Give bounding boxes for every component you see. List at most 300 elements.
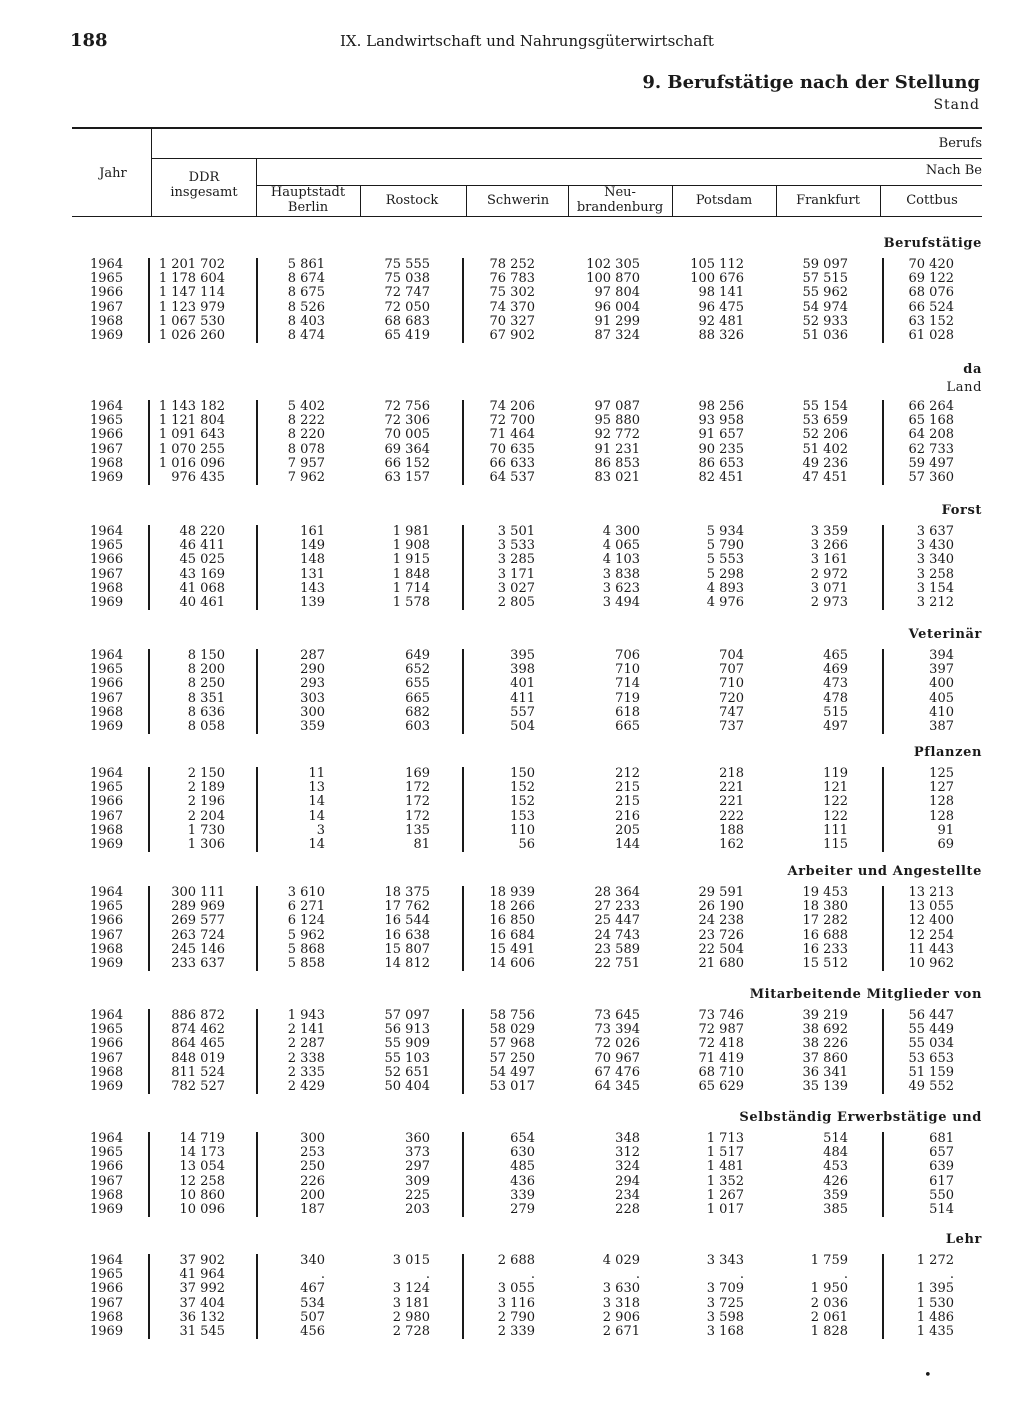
cell-district-6: 55 034 <box>908 1036 954 1052</box>
cell-district-2: 411 <box>510 690 535 706</box>
row-year: 1966 <box>90 676 124 692</box>
cell-district-2: 16 850 <box>489 913 535 929</box>
group-bar <box>882 886 884 971</box>
cell-ddr-total: 1 026 260 <box>158 328 225 343</box>
row-year: 1964 <box>90 257 124 272</box>
header-district-6 <box>880 193 984 208</box>
cell-district-6: 550 <box>929 1187 954 1203</box>
cell-district-2: 75 302 <box>489 285 535 301</box>
cell-district-3: 4 065 <box>602 538 640 554</box>
cell-ddr-total: 37 404 <box>179 1295 225 1311</box>
cell-district-4: 91 657 <box>698 427 744 443</box>
cell-district-4: 3 709 <box>706 1281 744 1297</box>
cell-district-5: 54 974 <box>802 299 848 315</box>
cell-district-3: 4 103 <box>602 552 640 568</box>
cell-district-6: 1 435 <box>916 1324 954 1339</box>
cell-district-6: 400 <box>929 676 954 692</box>
cell-district-3: 97 087 <box>594 399 640 414</box>
cell-district-4: 3 168 <box>706 1324 744 1339</box>
cell-district-2: 3 055 <box>497 1281 535 1297</box>
row-year: 1967 <box>90 566 124 582</box>
row-year: 1968 <box>90 580 124 596</box>
cell-district-1: 17 762 <box>384 899 430 915</box>
row-year: 1964 <box>90 1253 124 1268</box>
cell-district-1: 15 807 <box>384 941 430 957</box>
cell-district-4: 5 790 <box>706 538 744 554</box>
cell-district-5: 55 154 <box>802 399 848 414</box>
header-district-3 <box>568 185 672 215</box>
cell-district-1: 603 <box>405 719 430 734</box>
header-jahr: Jahr <box>99 166 127 181</box>
cell-district-3: 205 <box>615 822 640 838</box>
cell-district-0: 143 <box>300 580 325 596</box>
row-year: 1969 <box>90 1324 124 1339</box>
row-year: 1966 <box>90 1036 124 1052</box>
page-number: 188 <box>70 30 108 51</box>
cell-district-5: 385 <box>823 1202 848 1217</box>
cell-district-4: 98 256 <box>698 399 744 414</box>
section-label: Veterinär <box>908 627 982 642</box>
cell-district-5: 111 <box>823 822 848 838</box>
section-label: Lehr <box>945 1232 982 1247</box>
row-year: 1966 <box>90 552 124 568</box>
cell-district-3: 215 <box>615 780 640 796</box>
group-bar <box>256 1009 258 1094</box>
header-berufs-rule <box>152 158 982 159</box>
cell-district-4: 98 141 <box>698 285 744 301</box>
cell-district-5: 122 <box>823 808 848 824</box>
header-district-line2: brandenburg <box>576 200 664 215</box>
cell-district-6: 68 076 <box>908 285 954 301</box>
cell-district-6: 617 <box>929 1173 954 1189</box>
cell-district-4: 68 710 <box>698 1064 744 1080</box>
cell-district-4: . <box>739 1267 744 1283</box>
cell-district-2: 74 370 <box>489 299 535 315</box>
cell-ddr-total: 245 146 <box>171 941 225 957</box>
cell-district-2: 152 <box>510 794 535 810</box>
cell-district-3: 25 447 <box>594 913 640 929</box>
cell-district-1: 297 <box>405 1159 430 1175</box>
cell-ddr-total: 1 730 <box>187 822 225 838</box>
cell-district-3: 348 <box>615 1131 640 1146</box>
cell-district-3: . <box>635 1267 640 1283</box>
cell-district-4: 3 725 <box>706 1295 744 1311</box>
row-year: 1964 <box>90 885 124 900</box>
cell-district-2: 110 <box>510 822 535 838</box>
cell-district-4: 1 352 <box>706 1173 744 1189</box>
section-label: Arbeiter und Angestellte <box>787 864 982 879</box>
cell-district-2: 436 <box>510 1173 535 1189</box>
cell-district-3: 27 233 <box>594 899 640 915</box>
cell-district-6: 55 449 <box>908 1022 954 1038</box>
cell-district-5: 3 161 <box>810 552 848 568</box>
cell-district-2: 2 688 <box>497 1253 535 1268</box>
cell-district-6: 3 212 <box>916 595 954 610</box>
cell-district-0: 187 <box>300 1202 325 1217</box>
cell-district-1: 203 <box>405 1202 430 1217</box>
cell-district-5: 2 036 <box>810 1295 848 1311</box>
cell-district-4: 1 713 <box>706 1131 744 1146</box>
cell-district-6: 62 733 <box>908 441 954 457</box>
cell-district-5: 17 282 <box>802 913 848 929</box>
cell-ddr-total: 36 132 <box>179 1309 225 1325</box>
cell-district-1: 2 728 <box>392 1324 430 1339</box>
row-year: 1968 <box>90 941 124 957</box>
cell-district-0: 5 962 <box>287 927 325 943</box>
cell-district-1: 1 915 <box>392 552 430 568</box>
cell-district-0: 2 287 <box>287 1036 325 1052</box>
cell-district-0: 534 <box>300 1295 325 1311</box>
cell-ddr-total: 8 150 <box>187 648 225 663</box>
group-bar <box>256 400 258 485</box>
cell-district-5: 514 <box>823 1131 848 1146</box>
cell-district-2: 504 <box>510 719 535 734</box>
cell-district-2: 395 <box>510 648 535 663</box>
cell-district-6: 128 <box>929 794 954 810</box>
cell-district-4: 71 419 <box>698 1050 744 1066</box>
cell-district-0: 340 <box>300 1253 325 1268</box>
group-bar <box>256 886 258 971</box>
cell-district-4: 1 017 <box>706 1202 744 1217</box>
row-year: 1968 <box>90 1187 124 1203</box>
cell-district-2: 557 <box>510 704 535 720</box>
cell-district-4: 1 517 <box>706 1145 744 1161</box>
cell-district-0: 8 220 <box>287 427 325 443</box>
cell-district-5: 47 451 <box>802 470 848 485</box>
cell-district-0: 2 141 <box>287 1022 325 1038</box>
cell-district-0: 8 222 <box>287 413 325 429</box>
header-district-line2: Berlin <box>287 200 329 215</box>
cell-district-5: 53 659 <box>802 413 848 429</box>
cell-district-1: 360 <box>405 1131 430 1146</box>
cell-ddr-total: 13 054 <box>179 1159 225 1175</box>
cell-district-1: 1 908 <box>392 538 430 554</box>
group-bar <box>148 767 150 852</box>
cell-district-6: 681 <box>929 1131 954 1146</box>
cell-district-3: 24 743 <box>594 927 640 943</box>
cell-district-4: 72 418 <box>698 1036 744 1052</box>
cell-district-3: 70 967 <box>594 1050 640 1066</box>
row-year: 1964 <box>90 648 124 663</box>
row-year: 1969 <box>90 595 124 610</box>
cell-district-5: 39 219 <box>802 1008 848 1023</box>
cell-district-4: 86 653 <box>698 455 744 471</box>
cell-ddr-total: 976 435 <box>171 470 225 485</box>
cell-district-2: 18 266 <box>489 899 535 915</box>
cell-district-6: 12 254 <box>908 927 954 943</box>
header-district-line1: Schwerin <box>486 193 550 208</box>
cell-district-2: 3 027 <box>497 580 535 596</box>
cell-district-2: 54 497 <box>489 1064 535 1080</box>
cell-district-2: 150 <box>510 766 535 781</box>
cell-district-6: 514 <box>929 1202 954 1217</box>
group-bar <box>462 258 464 343</box>
cell-district-5: 473 <box>823 676 848 692</box>
cell-district-3: 2 906 <box>602 1309 640 1325</box>
cell-district-4: 221 <box>719 780 744 796</box>
cell-district-0: 14 <box>308 837 325 852</box>
cell-district-1: 1 578 <box>392 595 430 610</box>
cell-district-6: 3 430 <box>916 538 954 554</box>
cell-district-4: 5 298 <box>706 566 744 582</box>
group-bar <box>462 1132 464 1217</box>
cell-district-6: 65 168 <box>908 413 954 429</box>
cell-district-1: 665 <box>405 690 430 706</box>
row-year: 1969 <box>90 719 124 734</box>
cell-district-1: 1 848 <box>392 566 430 582</box>
cell-district-3: 714 <box>615 676 640 692</box>
header-district-line1: Rostock <box>385 193 439 208</box>
section-label: Mitarbeitende Mitglieder von <box>749 987 982 1002</box>
cell-district-6: . <box>949 1267 954 1283</box>
cell-district-5: 16 688 <box>802 927 848 943</box>
cell-ddr-total: 37 902 <box>179 1253 225 1268</box>
group-bar <box>462 767 464 852</box>
row-year: 1966 <box>90 1281 124 1297</box>
row-year: 1968 <box>90 822 124 838</box>
cell-district-4: 707 <box>719 662 744 678</box>
cell-district-1: 682 <box>405 704 430 720</box>
cell-district-0: 148 <box>300 552 325 568</box>
cell-district-0: 5 858 <box>287 956 325 971</box>
cell-ddr-total: 14 173 <box>179 1145 225 1161</box>
cell-ddr-total: 1 070 255 <box>158 441 225 457</box>
cell-district-0: 456 <box>300 1324 325 1339</box>
row-year: 1966 <box>90 794 124 810</box>
cell-district-4: 88 326 <box>698 328 744 343</box>
cell-district-1: 135 <box>405 822 430 838</box>
cell-district-3: 719 <box>615 690 640 706</box>
cell-district-6: 49 552 <box>908 1079 954 1094</box>
cell-district-3: 3 623 <box>602 580 640 596</box>
cell-district-1: 649 <box>405 648 430 663</box>
cell-ddr-total: 864 465 <box>171 1036 225 1052</box>
cell-district-0: . <box>320 1267 325 1283</box>
cell-district-6: 59 497 <box>908 455 954 471</box>
cell-district-6: 69 <box>937 837 954 852</box>
cell-district-0: 7 957 <box>287 455 325 471</box>
cell-district-0: 8 078 <box>287 441 325 457</box>
cell-ddr-total: 1 147 114 <box>158 285 225 301</box>
cell-district-3: 67 476 <box>594 1064 640 1080</box>
cell-district-5: 57 515 <box>802 271 848 287</box>
cell-ddr-total: 43 169 <box>179 566 225 582</box>
cell-district-5: 515 <box>823 704 848 720</box>
cell-district-1: 169 <box>405 766 430 781</box>
cell-district-5: 3 266 <box>810 538 848 554</box>
cell-district-2: 152 <box>510 780 535 796</box>
cell-ddr-total: 2 196 <box>187 794 225 810</box>
header-berufs: Berufs <box>938 136 982 151</box>
cell-district-0: 8 675 <box>287 285 325 301</box>
cell-district-4: 218 <box>719 766 744 781</box>
cell-district-6: 405 <box>929 690 954 706</box>
cell-district-2: 74 206 <box>489 399 535 414</box>
cell-district-5: 38 226 <box>802 1036 848 1052</box>
cell-ddr-total: 1 143 182 <box>158 399 225 414</box>
row-year: 1969 <box>90 470 124 485</box>
group-bar <box>882 525 884 610</box>
cell-ddr-total: 45 025 <box>179 552 225 568</box>
cell-district-4: 26 190 <box>698 899 744 915</box>
cell-district-6: 3 154 <box>916 580 954 596</box>
cell-district-1: 3 124 <box>392 1281 430 1297</box>
cell-district-6: 128 <box>929 808 954 824</box>
cell-district-2: 401 <box>510 676 535 692</box>
cell-district-4: 65 629 <box>698 1079 744 1094</box>
cell-district-1: 3 015 <box>392 1253 430 1268</box>
cell-district-1: 63 157 <box>384 470 430 485</box>
row-year: 1967 <box>90 1050 124 1066</box>
cell-district-3: 83 021 <box>594 470 640 485</box>
cell-district-5: 36 341 <box>802 1064 848 1080</box>
cell-district-2: 70 327 <box>489 313 535 329</box>
cell-district-1: 172 <box>405 794 430 810</box>
cell-ddr-total: 41 068 <box>179 580 225 596</box>
cell-ddr-total: 1 178 604 <box>158 271 225 287</box>
cell-district-0: 250 <box>300 1159 325 1175</box>
cell-district-6: 639 <box>929 1159 954 1175</box>
cell-district-1: 65 419 <box>384 328 430 343</box>
row-year: 1964 <box>90 766 124 781</box>
cell-district-4: 4 893 <box>706 580 744 596</box>
cell-district-3: 3 630 <box>602 1281 640 1297</box>
row-year: 1967 <box>90 299 124 315</box>
cell-district-3: 73 645 <box>594 1008 640 1023</box>
row-year: 1965 <box>90 413 124 429</box>
cell-district-2: 66 633 <box>489 455 535 471</box>
cell-district-2: 2 805 <box>497 595 535 610</box>
group-bar <box>256 767 258 852</box>
cell-district-2: 3 533 <box>497 538 535 554</box>
cell-district-5: 15 512 <box>802 956 848 971</box>
group-bar <box>462 1254 464 1339</box>
cell-district-5: 426 <box>823 1173 848 1189</box>
row-year: 1965 <box>90 1022 124 1038</box>
cell-district-4: 93 958 <box>698 413 744 429</box>
cell-district-5: 35 139 <box>802 1079 848 1094</box>
cell-district-3: 216 <box>615 808 640 824</box>
cell-district-3: 64 345 <box>594 1079 640 1094</box>
group-bar <box>256 525 258 610</box>
cell-district-3: 4 029 <box>602 1253 640 1268</box>
header-district-line1: Frankfurt <box>796 193 860 208</box>
cell-district-0: 253 <box>300 1145 325 1161</box>
row-year: 1965 <box>90 538 124 554</box>
cell-ddr-total: 1 306 <box>187 837 225 852</box>
cell-district-4: 4 976 <box>706 595 744 610</box>
cell-district-6: 70 420 <box>908 257 954 272</box>
cell-district-3: 87 324 <box>594 328 640 343</box>
cell-district-4: 24 238 <box>698 913 744 929</box>
row-year: 1967 <box>90 441 124 457</box>
cell-district-4: 90 235 <box>698 441 744 457</box>
cell-district-6: 91 <box>937 822 954 838</box>
cell-district-1: 72 050 <box>384 299 430 315</box>
cell-district-4: 100 676 <box>690 271 744 287</box>
row-year: 1969 <box>90 837 124 852</box>
cell-district-2: 16 684 <box>489 927 535 943</box>
cell-district-4: 72 987 <box>698 1022 744 1038</box>
cell-district-4: 222 <box>719 808 744 824</box>
cell-district-3: 294 <box>615 1173 640 1189</box>
cell-district-3: 22 751 <box>594 956 640 971</box>
cell-district-3: 710 <box>615 662 640 678</box>
cell-district-0: 1 943 <box>287 1008 325 1023</box>
cell-ddr-total: 48 220 <box>179 524 225 539</box>
cell-district-5: 122 <box>823 794 848 810</box>
cell-district-5: 2 061 <box>810 1309 848 1325</box>
cell-ddr-total: 8 636 <box>187 704 225 720</box>
cell-district-5: 18 380 <box>802 899 848 915</box>
cell-district-1: 172 <box>405 780 430 796</box>
cell-district-2: 72 700 <box>489 413 535 429</box>
cell-district-2: 3 116 <box>497 1295 535 1311</box>
cell-district-6: 1 486 <box>916 1309 954 1325</box>
section-label: Selbständig Erwerbstätige und <box>739 1110 982 1125</box>
cell-district-0: 2 338 <box>287 1050 325 1066</box>
cell-district-0: 5 402 <box>287 399 325 414</box>
row-year: 1965 <box>90 1145 124 1161</box>
cell-district-6: 69 122 <box>908 271 954 287</box>
row-year: 1965 <box>90 780 124 796</box>
cell-district-0: 287 <box>300 648 325 663</box>
cell-district-3: 324 <box>615 1159 640 1175</box>
cell-district-5: 484 <box>823 1145 848 1161</box>
cell-district-1: 373 <box>405 1145 430 1161</box>
cell-district-2: 485 <box>510 1159 535 1175</box>
row-year: 1964 <box>90 1131 124 1146</box>
cell-district-0: 131 <box>300 566 325 582</box>
row-year: 1965 <box>90 271 124 287</box>
cell-district-0: 149 <box>300 538 325 554</box>
row-year: 1964 <box>90 524 124 539</box>
cell-district-3: 144 <box>615 837 640 852</box>
cell-district-6: 394 <box>929 648 954 663</box>
cell-district-2: 15 491 <box>489 941 535 957</box>
cell-district-0: 8 403 <box>287 313 325 329</box>
section-label: Pflanzen <box>913 745 982 760</box>
group-bar <box>148 1254 150 1339</box>
row-year: 1965 <box>90 899 124 915</box>
cell-ddr-total: 782 527 <box>171 1079 225 1094</box>
cell-district-1: 69 364 <box>384 441 430 457</box>
cell-district-2: 279 <box>510 1202 535 1217</box>
header-district-line1: Cottbus <box>906 193 958 208</box>
cell-district-1: 225 <box>405 1187 430 1203</box>
cell-district-5: 1 759 <box>810 1253 848 1268</box>
cell-district-6: 10 962 <box>908 956 954 971</box>
header-district-5 <box>776 193 880 208</box>
cell-ddr-total: 46 411 <box>179 538 225 554</box>
cell-district-6: 127 <box>929 780 954 796</box>
cell-district-0: 8 526 <box>287 299 325 315</box>
cell-district-1: 2 980 <box>392 1309 430 1325</box>
cell-ddr-total: 1 123 979 <box>158 299 225 315</box>
cell-ddr-total: 886 872 <box>171 1008 225 1023</box>
cell-district-1: 172 <box>405 808 430 824</box>
cell-ddr-total: 1 091 643 <box>158 427 225 443</box>
cell-district-6: 56 447 <box>908 1008 954 1023</box>
cell-district-6: 1 530 <box>916 1295 954 1311</box>
cell-district-0: 507 <box>300 1309 325 1325</box>
row-year: 1969 <box>90 328 124 343</box>
cell-ddr-total: 37 992 <box>179 1281 225 1297</box>
header-district-1 <box>360 193 464 208</box>
cell-district-5: 497 <box>823 719 848 734</box>
margin-dot: • <box>924 1368 932 1383</box>
cell-district-2: 153 <box>510 808 535 824</box>
